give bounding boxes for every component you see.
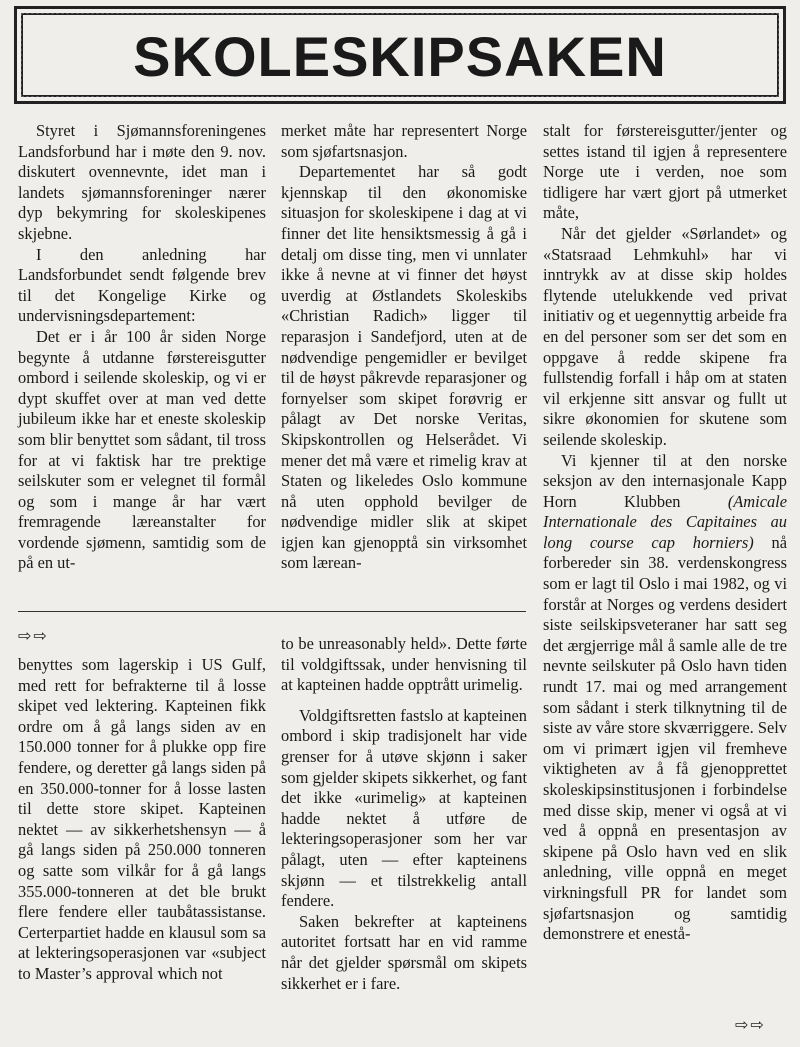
column-1: [18, 121, 266, 574]
page-title: SKOLESKIPSAKEN: [133, 24, 667, 88]
paragraph: I den anledning har Landsforbundet sendt følgende brev til det Kongelige Kirke og undervisningsdepartement:: [18, 244, 266, 326]
title-banner: [14, 6, 786, 104]
paragraph: stalt for førstereisgutter/jenter og settes istand til igjen å representere Norge ute i verden, noe som tidligere har vært gjort på utmerket måte,: [543, 121, 787, 223]
paragraph: Når det gjelder «Sørlandet» og «Statsraad Lehmkuhl» har vi inntrykk av at disse skip holdes flytende utelukkende ved privat initiativ og et uegennyttig arbeide fra en del personer som ser det som en oppgave å redde skipene fra fullstendig forfall i håp om at staten vil erkjenne sitt ansvar og fullt ut sikre økonomien for skutene som seilende skoleskip.: [543, 223, 787, 449]
paragraph-text: Vi kjenner til at den norske seksjon av den internasjonale Kapp Horn Klubben: [543, 450, 787, 511]
paragraph: Departementet har så godt kjennskap til den økonomiske situasjon for skoleskipene i dag at vi finner det lite hensiktsmessig å gå i detalj om disse ting, men vi unnlater ikke å nevne at vi finner det høyst uverdig at Østlandets Skoleskibs «Christian Radich» ligger til reparasjon i Sandefjord, uten at de nødvendige pengemidler er bevilget til de høyst påkrevde reparasjoner og fornyelser som skipet forøvrig er pålagt av Det norske Veritas, Skipskontrollen og Helserådet. Vi mener det må være et rimelig krav at Staten og likeledes Oslo kommune nå uten opphold bevilger de nødvendige midler slik at skipet igjen kan gjenopptå sin virksomhet som lærean-: [281, 162, 527, 573]
section-divider: [18, 611, 526, 612]
column-5: [281, 634, 527, 994]
paragraph: Voldgiftsretten fastslo at kapteinen ombord i skip tradisjonelt har vide grenser for å utøve skjønn i saker som gjelder skipets sikkerhet, og fant det ikke «urimelig» at kapteinen hadde nektet å utføre de lekteringsoperasjoner som her var pålagt, uten — efter kapteinens skjønn — et tilstrekkelig antall fendere.: [281, 705, 527, 911]
paragraph: Styret i Sjømannsforeningenes Landsforbund har i møte den 9. nov. diskutert ovennevnte, idet man i landets sjømannsforeninger nærer dyp bekymring for skoleskipenes skjebne.: [18, 121, 266, 243]
paragraph: [543, 451, 787, 945]
continue-arrow-icon: ⇨⇨: [735, 1015, 766, 1034]
paragraph: Det er i år 100 år siden Norge begynte å utdanne førstereisgutter ombord i seilende skoleskip, og vi er dypt skuffet over at man ved dette jubileum ikke har et eneste skoleskip som blir benyttet som sådant, til tross for at vi faktisk har tre prektige seilskuter som er velegnet til formål og som i mange år har vært fremragende læreanstalter for vordende sjømenn, samtidig som de på en ut-: [18, 326, 266, 573]
paragraph-text: nå forbereder sin 38. verdenskongress som er lagt til Oslo i mai 1982, og vi forstår at Norges og verdens desidert siste seilskipsveteraner har satt seg det ærgjerrige mål å samle alle de tre nevnte seilskuter på Oslo havn tiden rundt 17. mai og med arrangement som sådant i sterk tilknytning til de siste av våre store skværriggere. Selv om vi primært igjen vil fremheve viktigheten av å få gjenopprettet skoleskipsinstitusjonen i forbindelse med disse skip, mener vi også at vi ved å oppnå en presentasjon av skipene på Oslo havn ved en slik anledning, ville oppnå en meget virkningsfull PR for landet som sjøfartsnasjon og samtidig demonstrere et enestå-: [543, 532, 787, 944]
column-3: [543, 121, 787, 945]
continue-arrow-icon: ⇨⇨: [18, 626, 49, 645]
paragraph: to be unreasonably held». Dette førte til voldgiftssak, under henvisning til at kapteinen hadde opptrått urimelig.: [281, 634, 527, 695]
column-2: [281, 121, 527, 574]
paragraph: merket måte har representert Norge som sjøfartsnasjon.: [281, 121, 527, 161]
italic-text: (Amicale Internationale des Capitaines au long course cap horniers): [543, 491, 787, 552]
paragraph: Saken bekrefter at kapteinens autoritet fortsatt har en vid ramme når det gjelder spørsmål om skipets sikkerhet er i fare.: [281, 911, 527, 993]
paragraph: benyttes som lagerskip i US Gulf, med rett for befrakterne til å losse skipet ved lektering. Kapteinen fikk ordre om å gå langs siden av en 150.000 tonner for å plukke opp fire fendere, og deretter gå langs siden på en 350.000-tonner for å losse lasten til dette store skipet. Kapteinen nektet — av sikkerhetshensyn — å gå langs siden på 250.000 tonneren og satte som vilkår for å gå langs 355.000-tonneren at det ble brukt flere fendere eller taubåtassistanse. Certerpartiet hadde en klausul som sa at lekteringsoperasjonen var «subject to Master’s approval which not: [18, 655, 266, 983]
column-4: [18, 655, 266, 985]
